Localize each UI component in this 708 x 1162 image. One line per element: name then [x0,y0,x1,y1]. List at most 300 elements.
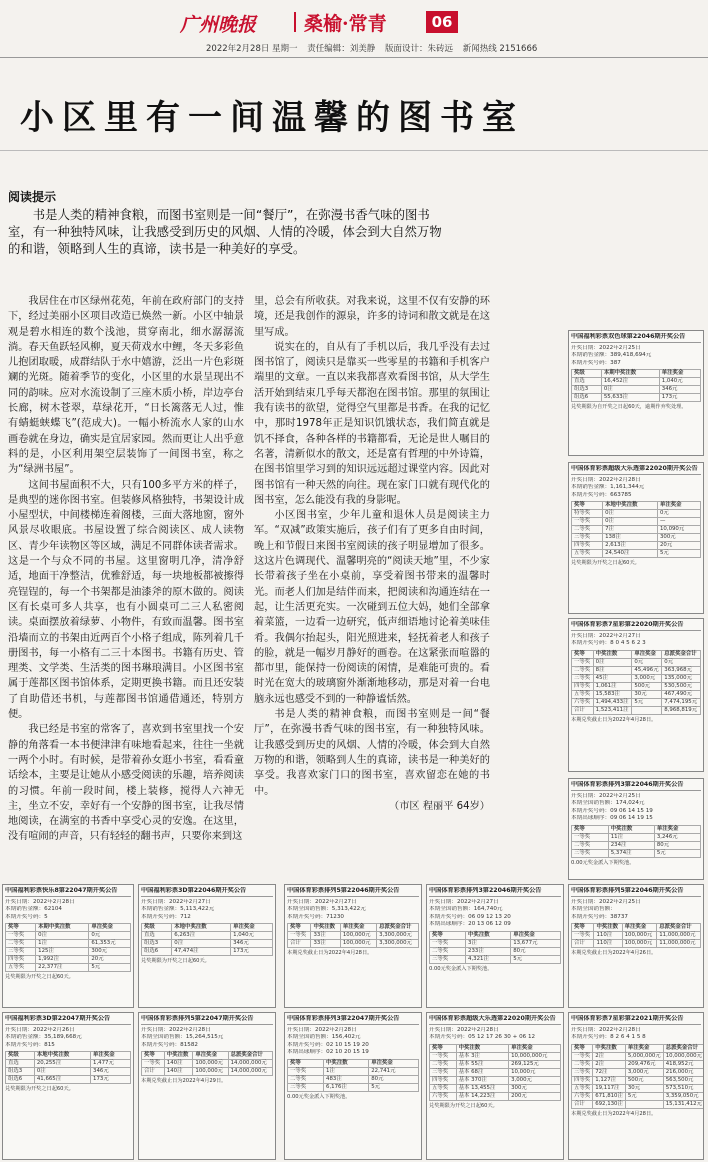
table-row [6,932,131,940]
table-cell: 7注 [603,526,658,534]
table-cell: 四等奖 [572,542,603,550]
table-cell: 7,474,195元 [662,698,701,706]
table-cell: 418,952元 [663,1060,704,1068]
table-cell: 组选6 [142,948,172,956]
table-row [572,370,701,378]
issue-date: 2022年2月28日 星期一 [206,44,298,54]
table-cell: 基本 14,223注 [456,1092,508,1100]
table-cell: 20元 [658,542,701,550]
table-row [572,1084,705,1092]
table-cell: 100,000元 [340,940,376,948]
lottery-box-note: 兑奖期限为自开奖之日起60天，逾期作弃奖处理。 [571,404,687,410]
table-cell: 1注 [324,1067,369,1075]
table-row [572,698,701,706]
lottery-box-title: 中国体育彩票超级大乐透第22020期开奖公告 [571,465,701,475]
table-cell: 45注 [593,674,632,682]
section-name: 桑榆·常青 [304,13,387,35]
table-cell: 三等奖 [6,948,36,956]
table-cell: 单注奖金 [231,924,273,932]
table-row [142,932,273,940]
table-cell: 1,523,411注 [593,706,632,714]
table-cell: 80元 [654,841,700,849]
table-row [142,940,273,948]
lottery-box-line: 开奖日期：2022年2月28日 [5,898,75,905]
table-cell: 直选 [6,1060,35,1068]
table-cell: 300元 [89,948,131,956]
table-cell: 五等奖 [572,690,594,698]
table-cell: 五等奖 [430,1084,457,1092]
lottery-box-note: 本期兑奖截止日为2022年4月28日。 [571,716,657,723]
lottery-box-note: 兑奖期限为开奖之日起60天。 [141,958,210,964]
table-cell: 基本 13,455注 [456,1084,508,1092]
table-cell: 奖级 [572,370,602,378]
table-cell: 合计 [142,1068,165,1076]
table-cell: 三等奖 [572,534,603,542]
table-cell: 500元 [625,1076,663,1084]
table-cell [625,1100,663,1108]
table-cell: 1,477元 [91,1060,131,1068]
table-cell: 11注 [608,833,654,841]
table-row [572,378,701,386]
table-cell: 五等奖 [572,550,603,558]
table-row [572,666,701,674]
table-cell: 16,452注 [601,378,659,386]
table-row [572,550,701,558]
table-cell: 本期中奖注数 [601,370,659,378]
table-row [288,932,419,940]
table-cell: 合计 [572,1100,593,1108]
prize-table [571,369,701,402]
table-cell: 15,583注 [593,690,632,698]
table-cell: 中奖注数 [311,924,340,932]
table-cell: 33注 [311,932,340,940]
table-cell: 一等奖 [572,1052,593,1060]
table-row [288,1067,419,1075]
table-cell: 单注奖金 [659,370,700,378]
table-row [572,690,701,698]
lottery-box-title: 中国福利彩票3D第22046期开奖公告 [141,887,273,897]
table-cell: 一等奖 [572,932,594,940]
table-row [6,964,131,972]
table-row [6,1052,131,1060]
table-cell: 24,540注 [603,550,658,558]
table-cell: 100,000元 [622,940,657,948]
table-cell: 0注 [603,510,658,518]
lottery-box-note: 本期兑奖截止日为2022年4月29日。 [141,1078,227,1084]
table-row [572,924,701,932]
table-cell: 基本 55注 [456,1060,508,1068]
table-cell: 3,000元 [632,674,662,682]
lottery-box [568,462,704,614]
lottery-box [138,1012,276,1160]
lottery-box-line: 本期开奖号码：387 [571,359,621,366]
table-cell: 8,968,819元 [662,706,701,714]
lottery-box-line: 开奖日期：2022年2月28日 [429,1026,499,1033]
table-cell: 四等奖 [572,1076,593,1084]
table-cell: 中奖注数 [594,924,622,932]
table-cell: 11,000,000元 [657,932,701,940]
page-number: 06 [426,11,458,33]
table-row [572,932,701,940]
table-cell: 6,263注 [172,932,231,940]
table-cell: 基本 370注 [456,1076,508,1084]
lottery-box [568,618,704,772]
table-cell: 总派奖金合计 [657,924,701,932]
table-cell: 组选6 [6,1076,35,1084]
table-row [572,825,701,833]
table-cell: 奖等 [572,650,594,658]
table-cell: 三等奖 [430,1068,457,1076]
lottery-box-line: 本期销售金额：62104 [5,906,62,912]
table-cell: 六等奖 [572,698,594,706]
table-cell: 3,300,000元 [377,940,419,948]
table-cell: 2注 [593,1052,626,1060]
table-row [6,1060,131,1068]
prize-table [141,1051,273,1076]
table-cell: 二等奖 [572,1060,593,1068]
table-cell: 47,474注 [172,948,231,956]
table-cell: 单注奖金 [622,924,657,932]
table-cell: 奖等 [430,931,466,939]
lottery-box-title: 中国体育彩票7星彩第22021期开奖公告 [571,1015,701,1025]
table-cell: 基本 3注 [456,1052,508,1060]
prize-table [429,1044,561,1101]
table-cell: — [658,518,701,526]
table-cell: 110注 [594,932,622,940]
paper-name: 广州晚报 [180,14,257,36]
table-cell: 一等奖 [142,1060,165,1068]
table-row [572,849,701,857]
article-column-1 [8,294,244,845]
table-cell: 363,968元 [662,666,701,674]
table-cell: 中奖注数 [456,1044,508,1052]
prize-table [5,1051,131,1084]
table-cell: 30元 [632,690,662,698]
headline: 小区里有一间温馨的图书室 [20,98,524,138]
table-cell: 本地中奖注数 [603,502,658,510]
table-cell: 1注 [36,940,89,948]
table-row [6,1068,131,1076]
table-cell: 100,000元 [193,1060,228,1068]
table-row [288,924,419,932]
table-row [142,1052,273,1060]
lottery-box-line: 本期开奖号码：8 0 4 5 6 2 3 [571,640,646,646]
lottery-box-line: 开奖日期：2022年2月28日 [571,476,641,483]
author-byline: （市区 程丽平 64岁） [389,800,490,812]
table-cell: 四等奖 [430,1076,457,1084]
table-cell: 奖等 [572,924,594,932]
prize-table [141,923,273,956]
lottery-box-line: 本期开奖号码：663785 [571,491,632,498]
table-cell: 单注奖金 [654,825,700,833]
lottery-box-line: 开奖日期：2022年2月28日 [287,1026,357,1033]
table-cell: 22,741元 [369,1067,419,1075]
table-cell: 奖等 [288,924,311,932]
table-cell: 四等奖 [572,682,594,690]
table-cell: 一等奖 [6,932,36,940]
table-cell: 二等奖 [572,841,609,849]
table-cell: 13,677元 [511,939,561,947]
lottery-box [138,884,276,1008]
paragraph: 书是人类的精神食粮，而图书室则是一间“餐厅”，在弥漫书香气味的图书室，有一种独特风味。让我感受到历史的风烟、人情的冷暖，体会到大自然万物的和谐，领略到人生的真谛，读书是一种美好的享受。我喜欢家门口的图书室，喜欢留恋在她的书中。 [254,709,490,797]
lottery-box-note: 0.00元奖金派入下期奖池。 [287,1093,351,1100]
table-cell: 5元 [369,1083,419,1091]
table-cell: 单注奖金 [509,1044,561,1052]
table-cell: 692,130注 [593,1100,626,1108]
lottery-box-line: 本期全国销售额：174,024元 [571,800,645,806]
table-row [288,940,419,948]
lottery-box-note: 本期兑奖截止日为2022年4月28日。 [287,950,373,956]
article-column-2 [254,294,490,814]
lottery-box-line: 本期开奖号码：712 [141,913,191,920]
table-cell: 二等奖 [288,1075,324,1083]
table-cell: 中奖注数 [324,1059,369,1067]
lottery-box-line: 本期开奖号码：815 [5,1041,55,1048]
table-row [430,1084,561,1092]
table-cell: 140注 [164,1068,193,1076]
table-cell: 30元 [625,1084,663,1092]
lottery-box-line: 开奖日期：2022年2月25日 [571,792,641,799]
table-cell: 直选 [572,378,602,386]
lottery-box-line: 本期全国销售额： [571,906,616,912]
table-cell: 0注 [34,1068,90,1076]
table-cell: 300元 [509,1084,561,1092]
table-cell: 45,496元 [632,666,662,674]
table-cell: 173元 [659,394,700,402]
editor-credit: 责任编辑：刘美静 [307,44,376,54]
table-cell: 奖等 [430,1044,457,1052]
table-cell: 一等奖 [288,1067,324,1075]
lottery-box-note: 0.00元奖金派入下期奖池。 [429,965,493,972]
paragraph: 这间书屋面积不大，只有100多平方米的样子，是典型的迷你图书室。但装修风格独特，书架设计成小屋型状，中间楼梯连着阁楼，三面大落地窗，窗外风景尽收眼底。书屋设置了综合阅读区、成人读物区、青少年读物区等区域，满足不同群体读者需求。这是一个与众不同的书屋。这里窗明几净，清净舒适，地面干净整洁，优雅舒适，每一块地板都被擦得亮锃锃的，每一个书架都是油漆斧的原木做的。阅读区有长桌可多人共享，也有小圆桌可二三人私密阅读。桌面摆放着绿萝、小物件，有致而温馨。图书室沿墙而立的书架由近两百个小格子组成，陈列着几千册图书，每一小格有二三十本图书。书籍有历史、管理类、文学类、生活类的图书琳琅满目。小区图书室属于莲都区图书馆体系，定期更换书籍。而且还安装了自助借还书机，与莲都图书馆通借通还，特别方便。 [8,479,244,721]
table-cell: 合计 [288,940,311,948]
table-cell: 573,510元 [663,1084,704,1092]
table-cell: 346元 [231,940,273,948]
table-row [572,1100,705,1108]
table-cell: 总派奖金合计 [228,1052,272,1060]
table-cell: 0元 [658,510,701,518]
table-cell: 二等奖 [572,526,603,534]
table-cell: 0注 [601,386,659,394]
table-cell: 0注 [172,940,231,948]
table-cell: 500元 [632,682,662,690]
lottery-box-line: 开奖日期：2022年2月27日 [571,632,641,639]
table-row [572,833,701,841]
table-cell: 200元 [509,1092,561,1100]
lottery-box-note: 本期兑奖截止日为2022年4月28日。 [571,1110,657,1117]
table-cell: 本期中奖注数 [36,924,89,932]
table-cell: 基本 68注 [456,1068,508,1076]
table-cell: 100,000元 [193,1068,228,1076]
table-cell: 100,000元 [340,932,376,940]
table-cell: 10,090元 [658,526,701,534]
table-cell: 10,000,000元 [663,1052,704,1060]
table-cell: 100,000元 [622,932,657,940]
table-cell: 5,374注 [608,849,654,857]
table-row [6,1076,131,1084]
lottery-box [568,778,704,880]
table-cell: 单注奖金 [511,931,561,939]
table-cell: 110注 [594,940,622,948]
table-cell: 61,353元 [89,940,131,948]
table-cell: 奖等 [288,1059,324,1067]
table-cell: 一等奖 [572,658,594,666]
lottery-box-line: 开奖日期：2022年2月25日 [571,344,641,351]
table-row [572,1044,705,1052]
prize-table [571,923,701,948]
lottery-box [2,1012,134,1160]
lottery-box-line: 本期销售金额：1,161,344元 [571,484,645,490]
table-cell: 209,476元 [625,1060,663,1068]
table-cell: 0注 [593,658,632,666]
lottery-box-line: 开奖日期：2022年2月27日 [287,898,357,905]
lottery-box [568,330,704,456]
table-cell: 5元 [89,964,131,972]
table-row [572,940,701,948]
table-cell: 一等奖 [430,1052,457,1060]
table-cell: 346元 [91,1068,131,1076]
table-cell: 140注 [164,1060,193,1068]
table-cell: 173元 [231,948,273,956]
table-row [142,948,273,956]
table-cell: 奖等 [142,1052,165,1060]
table-cell: 6,176注 [324,1083,369,1091]
table-row [572,650,701,658]
table-cell: 三等奖 [572,849,609,857]
table-cell: 特等奖 [572,510,603,518]
prize-table [571,825,701,858]
lottery-box-line: 本期销售金额：5,113,422元 [141,906,215,912]
table-row [572,386,701,394]
lottery-box-line: 本期销售金额：389,418,694元 [571,352,652,358]
table-cell: 3,000元 [509,1076,561,1084]
table-cell: 234注 [608,841,654,849]
table-cell: 单注奖金 [632,650,662,658]
prize-table [571,501,701,558]
lottery-box-line: 开奖日期：2022年2月28日 [571,1026,641,1033]
table-row [572,1092,705,1100]
lottery-box-line: 本期开奖号码：5 [5,913,48,920]
lottery-box-title: 中国福利彩票双色球第22046期开奖公告 [571,333,701,343]
table-row [142,1060,273,1068]
table-cell: 合计 [572,940,594,948]
masthead-rule [0,57,708,58]
lottery-box-line: 开奖日期：2022年2月28日 [141,1026,211,1033]
table-cell: 二等奖 [430,947,466,955]
table-cell: 3,246元 [654,833,700,841]
lottery-box-line: 本期销售金额：35,189,668元 [5,1034,82,1040]
table-row [572,526,701,534]
table-cell: 3注 [466,939,511,947]
table-cell: 80元 [511,947,561,955]
table-cell: 72注 [593,1068,626,1076]
prize-table [571,1044,704,1109]
headline-rule [0,150,708,151]
lottery-box-note: 本期兑奖截止日为2022年4月26日。 [571,950,657,956]
table-cell: 单注奖金 [340,924,376,932]
table-cell: 1,040元 [659,378,700,386]
table-row [572,1052,705,1060]
table-cell: 四等奖 [6,956,36,964]
lottery-box-title: 中国体育彩票7星彩第22020期开奖公告 [571,621,701,631]
prize-table [429,931,561,964]
table-cell: 单注奖金 [658,502,701,510]
lottery-box-title: 中国体育彩票排列3第22046期开奖公告 [429,887,561,897]
table-row [572,518,701,526]
table-cell: 奖级 [6,1052,35,1060]
table-cell: 563,500元 [663,1076,704,1084]
lottery-box-note: 0.00元奖金派入下期奖池。 [571,859,635,866]
table-cell: 346元 [659,386,700,394]
paragraph: 里，总会有所收获。对我来说，这里不仅有安静的环境，还是我创作的源泉，许多的诗词和散文就是在这里写成。 [254,296,490,338]
table-cell: 中奖注数 [608,825,654,833]
table-cell: 组选6 [572,394,602,402]
table-cell: 5元 [625,1092,663,1100]
table-cell: 80元 [369,1075,419,1083]
lottery-box-line: 本期开奖号码：02 10 15 19 20 [287,1041,369,1048]
table-row [142,1068,273,1076]
lottery-box-line: 本期开奖号码：8 2 6 4 1 5 8 [571,1034,646,1040]
table-cell: 0注 [36,932,89,940]
table-row [288,1083,419,1091]
table-cell: 135,000元 [662,674,701,682]
table-row [572,510,701,518]
lottery-box-line: 开奖日期：2022年2月26日 [5,1026,75,1033]
masthead-divider [294,12,296,32]
table-cell: 138注 [603,534,658,542]
table-cell: 中奖注数 [466,931,511,939]
table-cell: 483注 [324,1075,369,1083]
table-cell: 总派奖金合计 [663,1044,704,1052]
table-cell: 1,040元 [231,932,273,940]
table-cell: 合计 [572,706,594,714]
paragraph: 说实在的，自从有了手机以后，我几乎没有去过图书馆了，阅读只是靠买一些零星的书籍和手机客户端里的文章。一直以来我都喜欢看图书馆，从大学生活开始到结束几乎每天都泡在图书馆。那里的氛围让我有读书的欲望，觉得空气里都是书香。在我的记忆中，那时1978年正是知识饥饿状态，我们简直就是饥不择食，各种各样的书籍都看，无论是世人嘱目的名著，清新似水的散文，还是富有哲理的中外诗篇，在图书馆里学习到的知识远远超过课堂内容。因此对图书馆有一种天然的向往。现在家门口就有现代化的图书室，怎么能没有我的身影呢。 [254,341,490,506]
lottery-box-note: 兑奖期限为开奖之日起60天。 [5,974,74,980]
lottery-box-note: 兑奖期限为开奖之日起60天。 [429,1102,498,1109]
table-row [430,931,561,939]
table-cell: 3,300,000元 [377,932,419,940]
table-row [430,1092,561,1100]
lottery-box [568,1012,704,1160]
table-cell: 一等奖 [572,518,603,526]
table-cell: 六等奖 [572,1092,593,1100]
masthead [0,0,708,60]
table-cell: 5元 [632,698,662,706]
table-cell: 单注奖金 [369,1059,419,1067]
table-row [430,1044,561,1052]
lottery-box-line: 本期出球顺序：20 13 06 12 09 [429,921,511,927]
prize-table [5,923,131,972]
table-row [6,948,131,956]
lottery-box [426,1012,564,1160]
lottery-box-line: 本期出球顺序：09 06 14 19 15 [571,815,653,821]
table-cell: 5元 [654,849,700,857]
table-row [6,940,131,948]
table-row [430,955,561,963]
table-cell: 奖等 [572,502,603,510]
lottery-box-title: 中国体育彩票排列3第22047期开奖公告 [287,1015,419,1025]
lottery-box [2,884,134,1008]
table-cell: 3,000元 [625,1068,663,1076]
table-cell: 0元 [89,932,131,940]
lottery-box-note: 兑奖期限为开奖之日起60天。 [571,560,640,566]
table-row [142,924,273,932]
table-cell: 三等奖 [572,1068,593,1076]
table-cell: 奖等 [572,825,609,833]
lottery-box-title: 中国体育彩票排列5第22046期开奖公告 [571,887,701,897]
table-cell: 216,000元 [663,1068,704,1076]
table-row [430,1068,561,1076]
